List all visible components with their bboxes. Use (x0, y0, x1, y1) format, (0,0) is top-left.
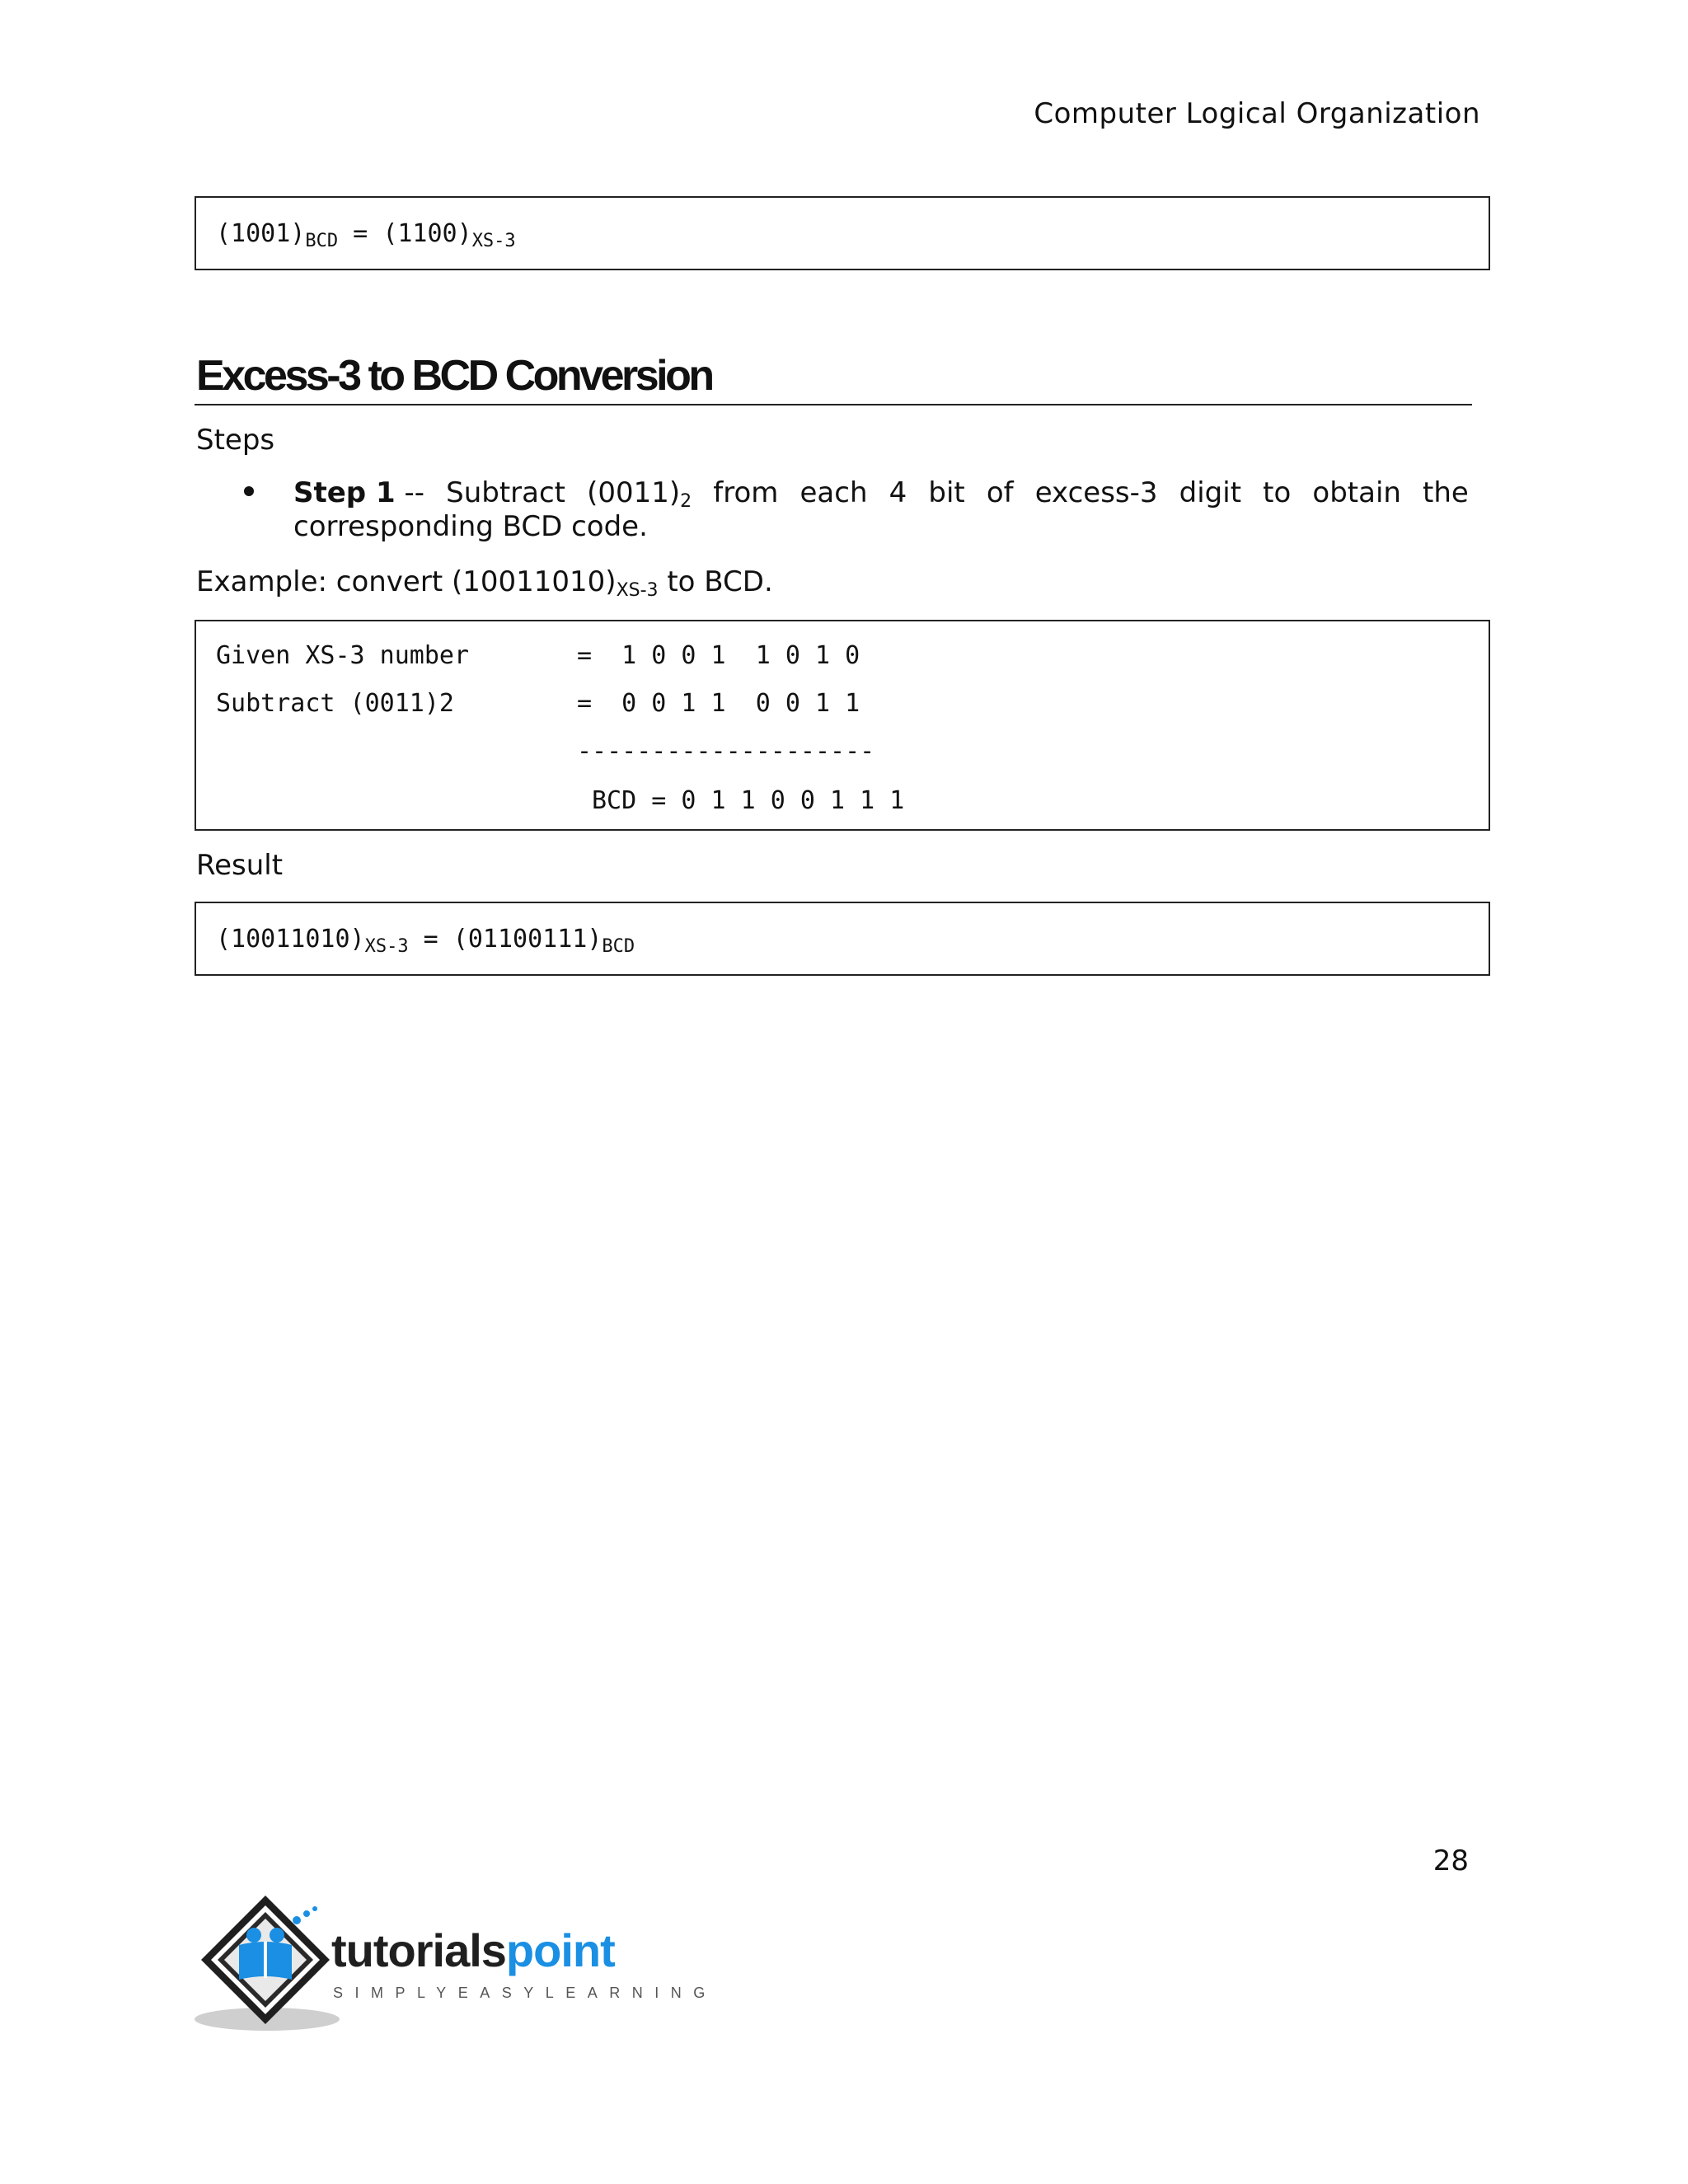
bullet-icon (244, 486, 254, 496)
logo-wordmark: tutorialspoint (331, 1924, 615, 1976)
tutorialspoint-logo (191, 1887, 717, 2036)
title-divider (195, 404, 1472, 405)
page-number: 28 (1432, 1844, 1469, 1877)
code-line: $(1001)_{BCD} = (1100)_{XS-3}$ (216, 219, 516, 251)
step-label: Step 1 (293, 476, 396, 509)
section-title: Excess-3 to BCD Conversion (196, 352, 712, 400)
calc-row-2-label: Subtract (0011)2 (216, 689, 454, 718)
step-1-item (293, 476, 1469, 544)
code-line: $(10011010)_{XS-3} = (01100111)_{BCD}$ (216, 925, 635, 957)
code-box-calculation (195, 620, 1490, 831)
calc-result-row: BCD = 0 1 1 0 0 1 1 1 (592, 786, 905, 815)
steps-label: Steps (196, 424, 275, 457)
example-text: Example: convert $(10011010)_{XS-3}$ to BCD. (196, 565, 773, 601)
calc-separator: -------------------- (577, 737, 875, 766)
step-1-line-1: Step 1 -- Subtract $(0011)_2$ from each 4 bit of excess-3 digit to obtain the (293, 476, 1469, 512)
calc-row-1-label: Given XS-3 number (216, 641, 470, 670)
code-box-final-result (195, 902, 1490, 976)
calc-row-1-value: = 1 0 0 1 1 0 1 0 (577, 641, 860, 670)
logo-emblem-icon (191, 1887, 340, 2036)
calc-row-2-value: = 0 0 1 1 0 0 1 1 (577, 689, 860, 718)
step-1-line-2: corresponding BCD code. (293, 510, 648, 543)
logo-tagline: SIMPLYEASYLEARNING (333, 1985, 717, 2001)
result-label: Result (196, 849, 284, 882)
code-box-bcd-to-xs3-result (195, 196, 1490, 270)
running-header: Computer Logical Organization (1034, 97, 1480, 130)
